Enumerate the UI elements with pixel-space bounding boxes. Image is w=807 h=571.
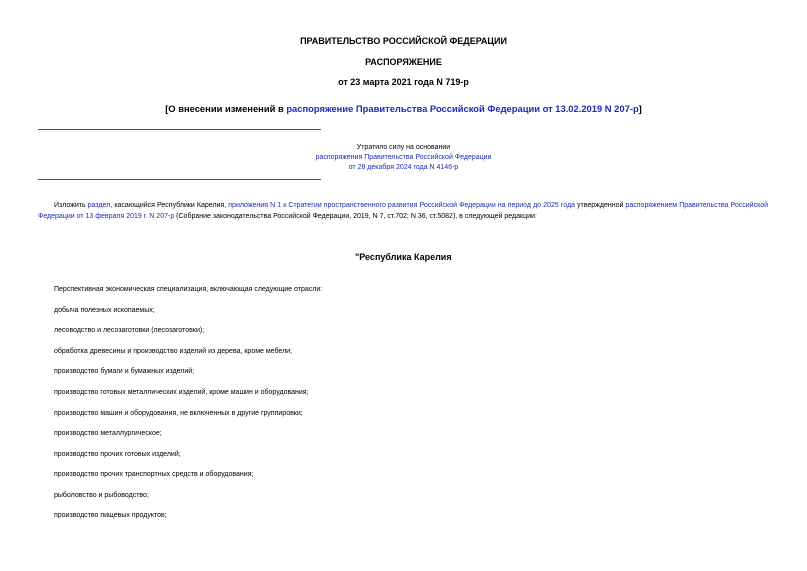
list-item: добыча полезных ископаемых; [54,307,155,314]
list-item: производство металлургическое; [54,430,162,437]
subject-suffix: ] [638,103,642,114]
appendix-link[interactable]: приложения N 1 к Стратегии пространственного развития Российской Федерации на период до 2025 года [228,202,575,209]
list-item: лесоводство и лесозаготовки (лесозаготовки); [54,327,205,334]
p1-text-2: , касающийся Республики Карелия, [110,202,229,209]
list-item: производство готовых металлических изделий, кроме машин и оборудования; [54,389,309,396]
list-item: производство прочих транспортных средств и оборудования; [54,471,254,478]
document-subject [0,103,807,114]
repeal-order-date-link[interactable]: от 28 декабря 2024 года N 4146-р [348,164,459,171]
issuing-authority: ПРАВИТЕЛЬСТВО РОССИЙСКОЙ ФЕДЕРАЦИИ [300,36,507,46]
amended-order-link[interactable]: распоряжение Правительства Российской Федерации от 13.02.2019 N 207-р [286,103,639,114]
list-item: обработка древесины и производство изделий из дерева, кроме мебели; [54,348,293,355]
p1-text-3: утвержденной [574,202,626,209]
list-item: производство прочих готовых изделий; [54,451,181,458]
list-item: производство пищевых продуктов; [54,512,167,519]
list-item: производство бумаги и бумажных изделий; [54,368,195,375]
section-title: "Республика Карелия [355,252,452,262]
document-type: РАСПОРЯЖЕНИЕ [365,57,442,67]
p1-text-4: (Собрание законодательства Российской Федерации, 2019, N 7, ст.702; N 36, ст.5082), в следующей редакции: [174,213,537,220]
divider-top [38,129,321,130]
section-link[interactable]: раздел [87,202,111,209]
divider-bottom [38,179,321,180]
list-item: Перспективная экономическая специализация, включающая следующие отрасли: [54,286,323,293]
status-note-line: Утратило силу на основании [356,144,451,151]
subject-prefix: [О внесении изменений в [165,103,287,114]
repeal-order-link[interactable]: распоряжения Правительства Российской Федерации [315,154,492,161]
document-date-number: от 23 марта 2021 года N 719-р [338,77,469,87]
list-item: производство машин и оборудования, не включенных в другие группировки; [54,410,303,417]
main-paragraph [38,200,768,222]
p1-text-1: Изложить [54,202,88,209]
approving-order-link[interactable]: распоряжением Правительства Российской Федерации от 13 февраля 2019 г. N 207-р [38,202,769,220]
list-item: рыболовство и рыбоводство; [54,492,149,499]
